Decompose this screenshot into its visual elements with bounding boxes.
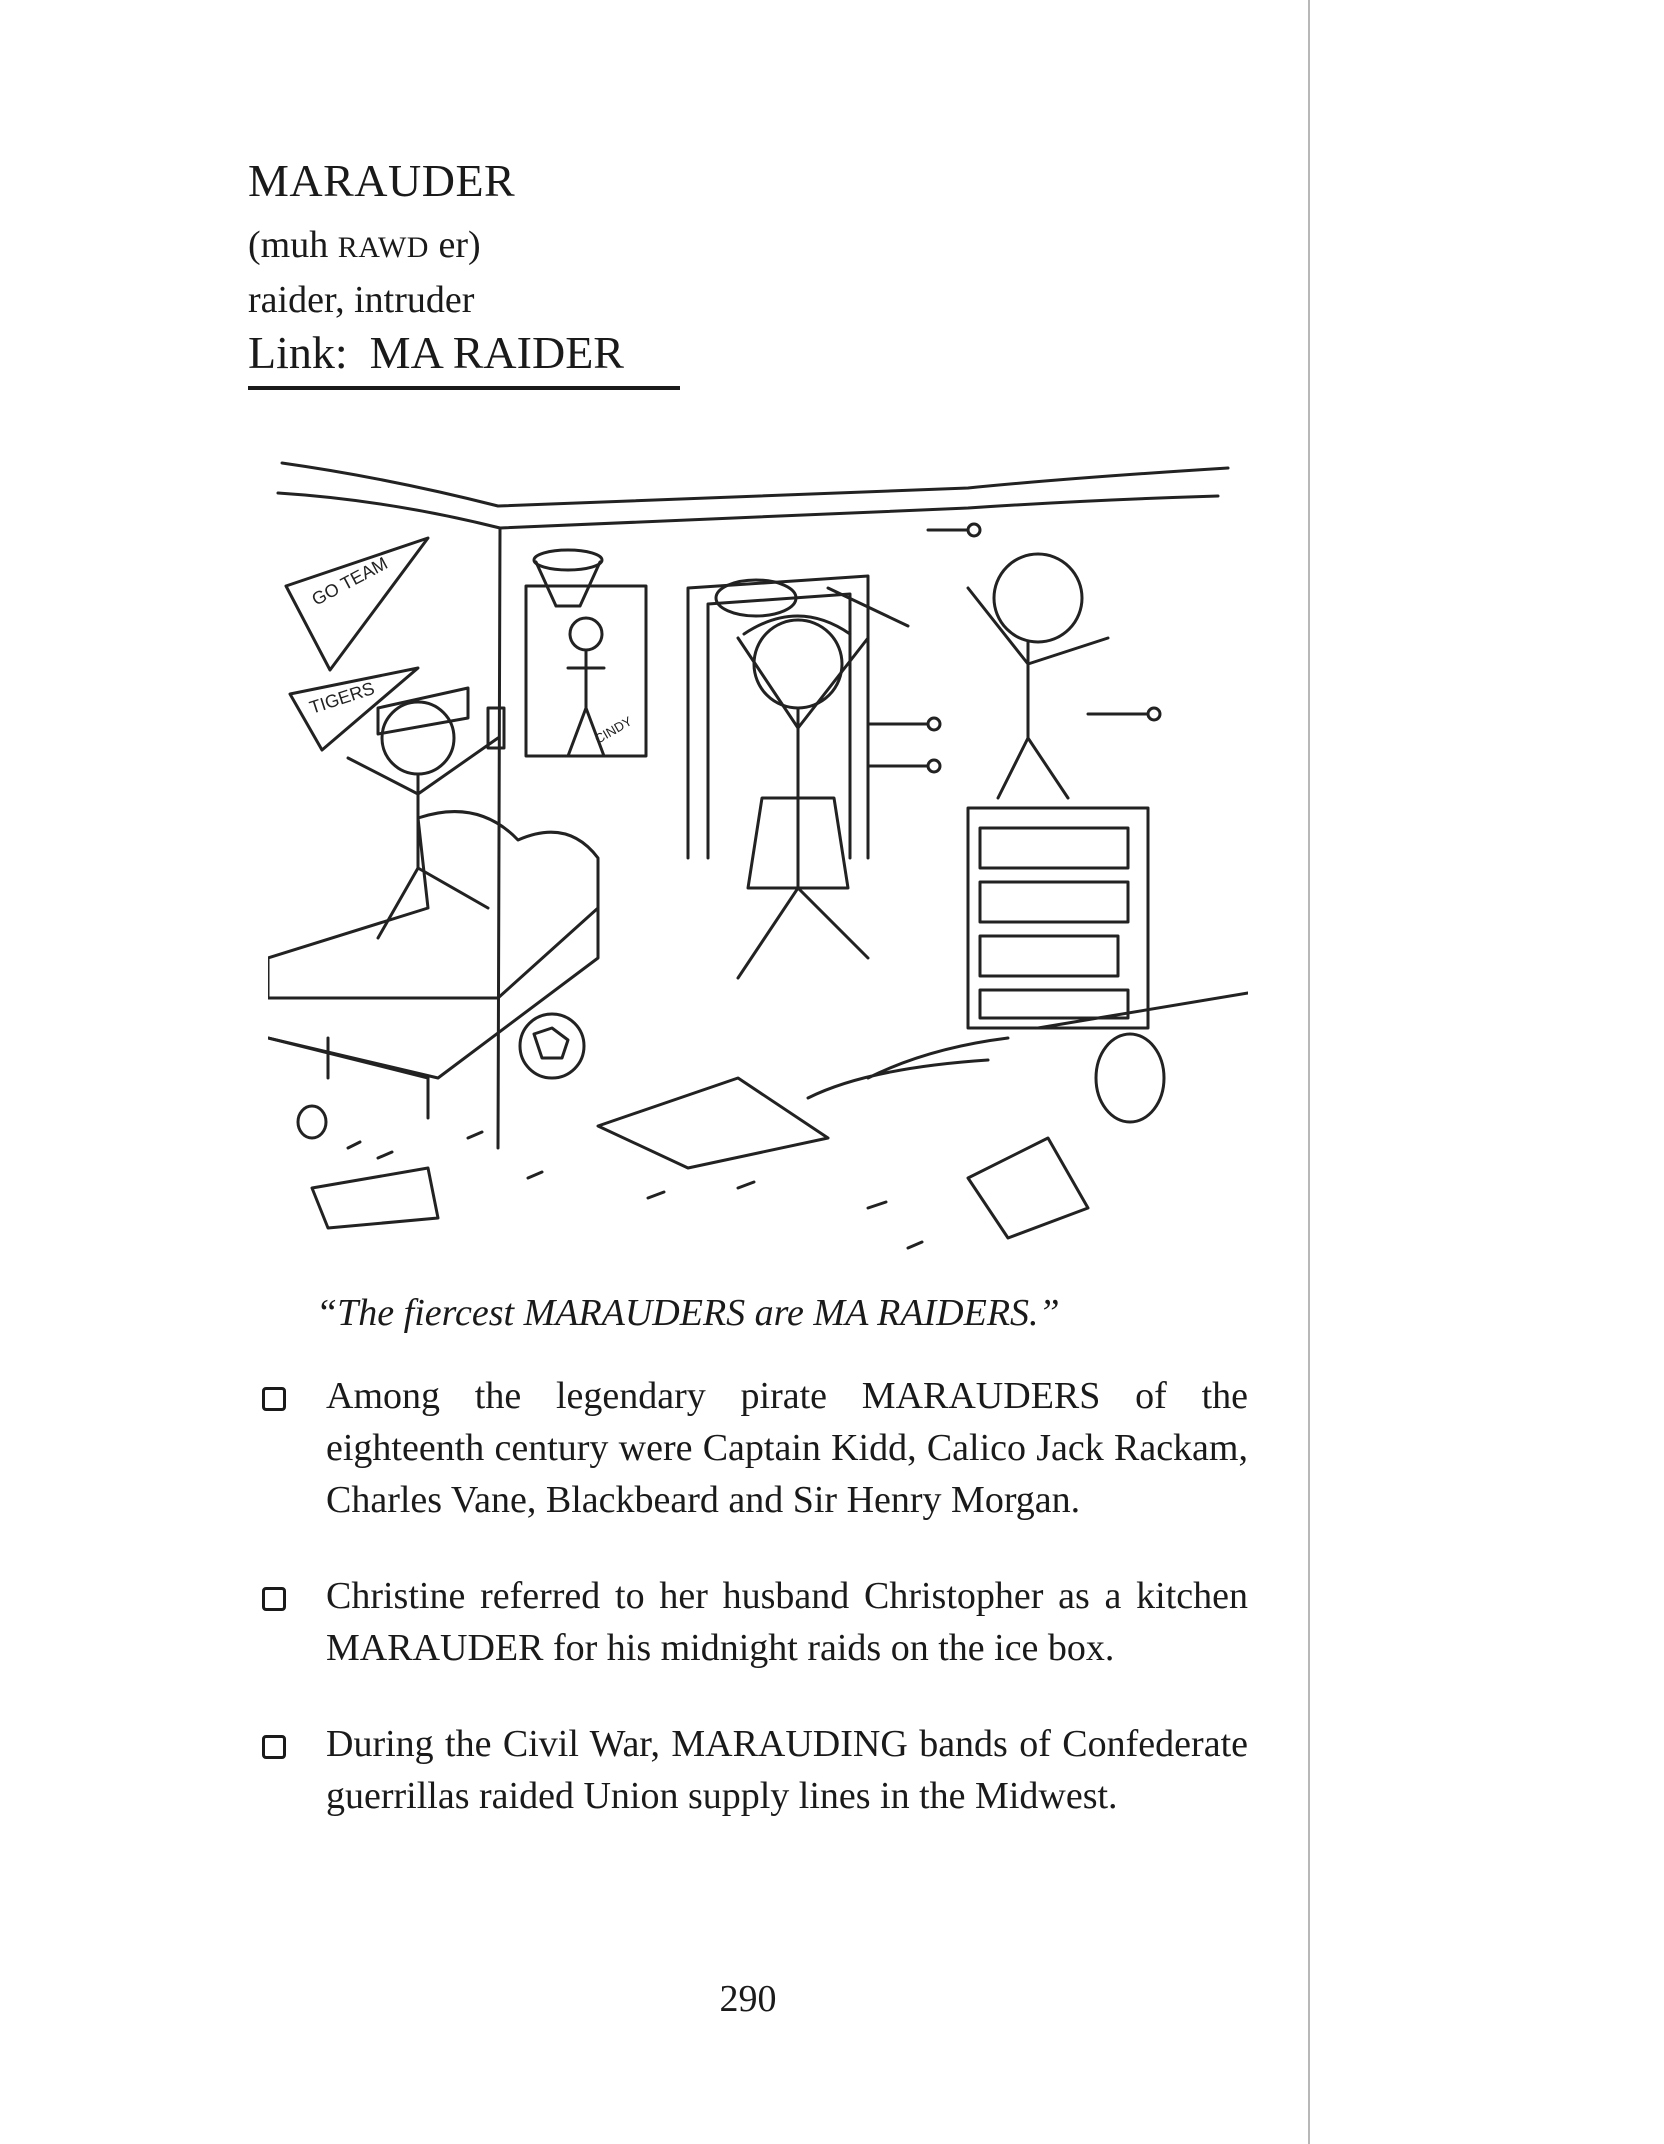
soccer-ball: [520, 1014, 584, 1078]
mother-head: [754, 620, 842, 708]
pennant-tigers-text: TIGERS: [307, 678, 377, 718]
checkbox-bullet-icon: [262, 1735, 286, 1759]
basketball-hoop: [534, 550, 602, 570]
example-text: Christine referred to her husband Christopher as a kitchen MARAUDER for his midnight raids on the ice box.: [326, 1575, 1248, 1669]
example-text: Among the legendary pirate MARAUDERS of the eighteenth century were Captain Kidd, Calico Jack Rackam, Charles Vane, Blackbeard and Sir Henry Morgan.: [326, 1375, 1248, 1521]
page-number: 290: [719, 1978, 777, 2020]
pronunciation: [248, 226, 481, 264]
link-line: [248, 327, 680, 390]
checkbox-bullet-icon: [262, 1387, 286, 1411]
bed: [268, 812, 598, 998]
example-list: [256, 1370, 1248, 1866]
example-item: [256, 1370, 1248, 1526]
pronunciation-close: er): [428, 224, 481, 266]
pronunciation-stressed: RAWD: [337, 231, 429, 264]
cartoon-illustration: [268, 438, 1248, 1278]
pronunciation-open: (muh: [248, 224, 338, 266]
pennant-go-team-text: GO TEAM: [308, 553, 391, 610]
example-text: During the Civil War, MARAUDING bands of Confederate guerrillas raided Union supply lines in the Midwest.: [326, 1723, 1248, 1817]
poster-name-text: CINDY: [592, 713, 635, 747]
floor-line: [268, 993, 1248, 1078]
boy-on-bed-head: [382, 702, 454, 774]
definition: raider, intruder: [248, 279, 475, 321]
ceiling-line: [282, 463, 1228, 506]
link-value: MA RAIDER: [369, 327, 624, 378]
example-item: [256, 1718, 1248, 1822]
example-item: [256, 1570, 1248, 1674]
page-edge-line: [1308, 0, 1310, 2144]
illustration-caption: “The fiercest MARAUDERS are MA RAIDERS.”: [316, 1292, 1060, 1334]
floor-clutter: [598, 1078, 828, 1168]
pennant-go-team: [286, 538, 428, 670]
checkbox-bullet-icon: [262, 1587, 286, 1611]
wall-corner-line: [498, 528, 500, 1148]
boy-on-dresser-head: [994, 554, 1082, 642]
dresser: [968, 808, 1148, 1028]
headword: MARAUDER: [248, 155, 516, 206]
link-label: Link:: [248, 327, 348, 378]
